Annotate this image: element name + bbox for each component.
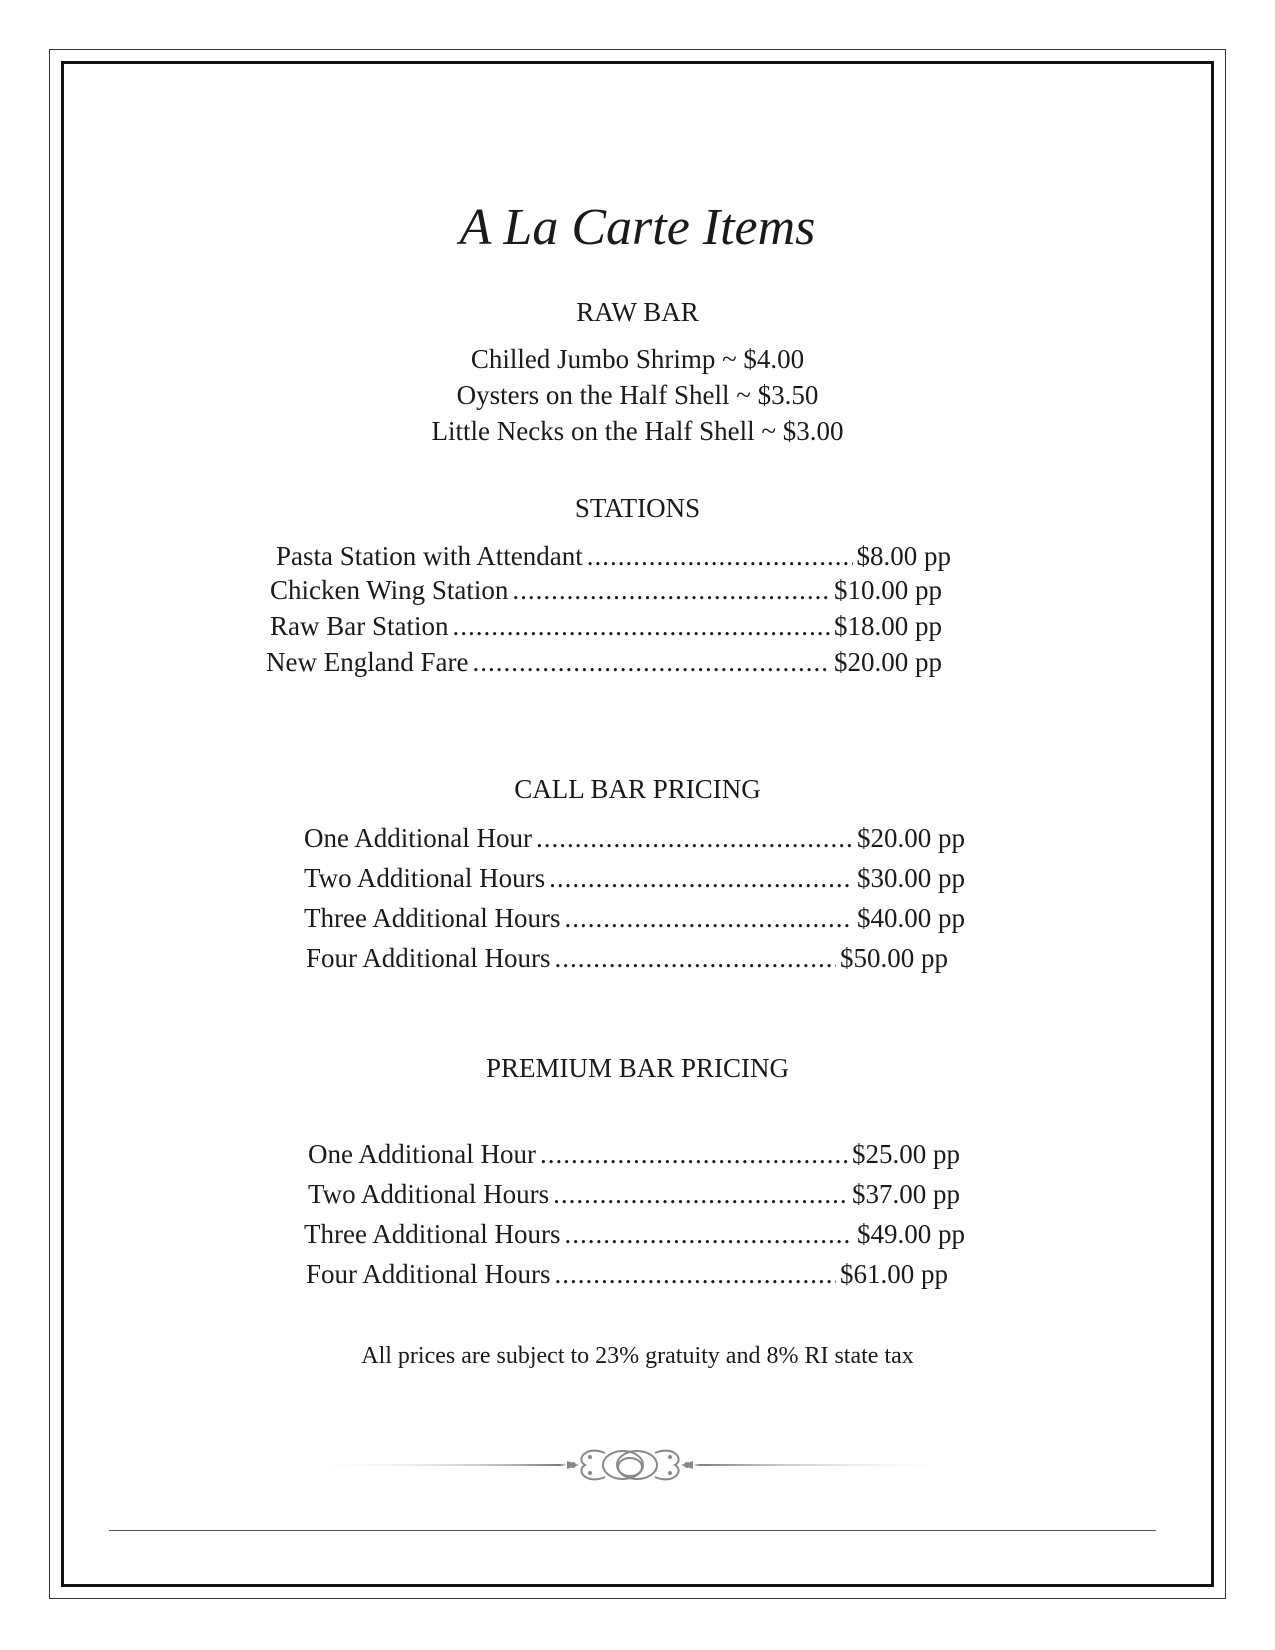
premium-bar-row — [308, 1178, 960, 1210]
station-price: $20.00 pp — [834, 647, 942, 677]
scroll-flourish-divider-icon — [305, 1443, 955, 1487]
dot-leader — [555, 942, 836, 974]
premium-bar-price: $25.00 pp — [852, 1139, 960, 1169]
dot-leader — [553, 1178, 848, 1210]
raw-bar-heading: RAW BAR — [576, 297, 699, 327]
dot-leader — [549, 862, 853, 894]
call-bar-price: $40.00 pp — [857, 903, 965, 933]
station-row — [270, 574, 942, 606]
station-row — [270, 610, 942, 642]
call-bar-duration: Two Additional Hours — [304, 863, 546, 893]
footer-rule — [109, 1530, 1156, 1531]
premium-bar-duration: Two Additional Hours — [308, 1179, 550, 1209]
premium-bar-price: $61.00 pp — [840, 1259, 948, 1289]
call-bar-duration: Four Additional Hours — [306, 943, 551, 973]
raw-bar-item: Little Necks on the Half Shell ~ $3.00 — [431, 416, 844, 446]
stations-heading: STATIONS — [574, 493, 701, 523]
dot-leader — [587, 540, 853, 572]
call-bar-row — [304, 862, 965, 894]
station-row — [276, 540, 951, 572]
station-price: $18.00 pp — [834, 611, 942, 641]
call-bar-row — [304, 902, 965, 934]
dot-leader — [512, 574, 830, 606]
premium-bar-price: $49.00 pp — [857, 1219, 965, 1249]
dot-leader — [540, 1138, 848, 1170]
premium-bar-row — [306, 1258, 948, 1290]
station-row — [266, 646, 942, 678]
premium-bar-duration: One Additional Hour — [308, 1139, 536, 1169]
premium-bar-row — [304, 1218, 965, 1250]
premium-bar-heading: PREMIUM BAR PRICING — [485, 1053, 790, 1083]
call-bar-row — [306, 942, 948, 974]
dot-leader — [555, 1258, 836, 1290]
dot-leader — [472, 646, 830, 678]
station-name: New England Fare — [266, 647, 469, 677]
raw-bar-item: Chilled Jumbo Shrimp ~ $4.00 — [470, 344, 805, 374]
premium-bar-duration: Four Additional Hours — [306, 1259, 551, 1289]
premium-bar-row — [308, 1138, 960, 1170]
call-bar-duration: Three Additional Hours — [304, 903, 561, 933]
dot-leader — [536, 822, 853, 854]
premium-bar-duration: Three Additional Hours — [304, 1219, 561, 1249]
station-price: $8.00 pp — [856, 541, 951, 571]
premium-bar-price: $37.00 pp — [852, 1179, 960, 1209]
dot-leader — [564, 902, 853, 934]
call-bar-duration: One Additional Hour — [304, 823, 532, 853]
pricing-note: All prices are subject to 23% gratuity and 8% RI state tax — [361, 1343, 914, 1369]
call-bar-price: $20.00 pp — [857, 823, 965, 853]
station-price: $10.00 pp — [834, 575, 942, 605]
page-title: A La Carte Items — [459, 199, 816, 256]
dot-leader — [564, 1218, 853, 1250]
call-bar-price: $30.00 pp — [857, 863, 965, 893]
dot-leader — [452, 610, 830, 642]
station-name: Raw Bar Station — [270, 611, 449, 641]
raw-bar-item: Oysters on the Half Shell ~ $3.50 — [456, 380, 819, 410]
call-bar-heading: CALL BAR PRICING — [514, 774, 761, 804]
call-bar-price: $50.00 pp — [840, 943, 948, 973]
station-name: Chicken Wing Station — [270, 575, 509, 605]
call-bar-row — [304, 822, 965, 854]
station-name: Pasta Station with Attendant — [276, 541, 583, 571]
